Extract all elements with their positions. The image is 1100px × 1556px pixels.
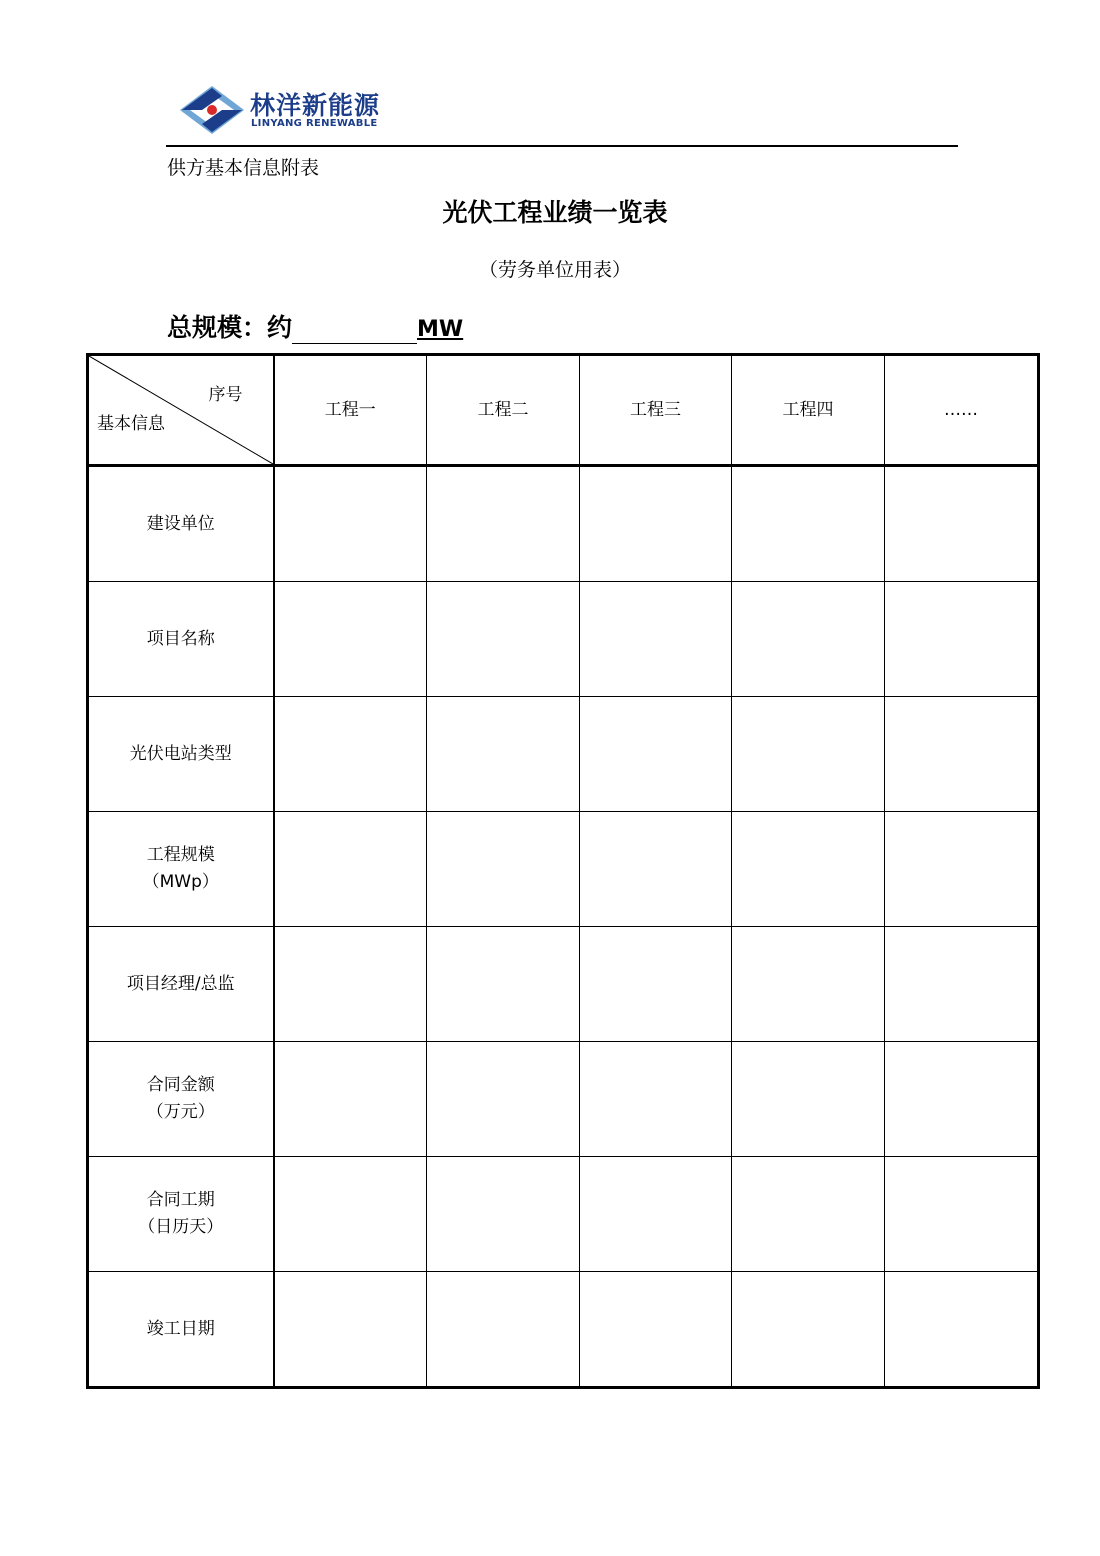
column-header: 工程二: [427, 355, 580, 466]
column-header: 工程四: [732, 355, 885, 466]
row-label: 合同工期: [146, 1190, 215, 1210]
data-cell[interactable]: [885, 466, 1039, 582]
data-cell[interactable]: [580, 466, 732, 582]
data-cell[interactable]: [732, 1272, 885, 1388]
data-cell[interactable]: [580, 697, 732, 812]
data-cell[interactable]: [732, 1157, 885, 1272]
table-row: [88, 582, 1039, 697]
row-note: （MWp）: [142, 872, 219, 892]
row-label-cell: [88, 466, 274, 582]
row-note: （万元）: [146, 1102, 215, 1122]
data-cell[interactable]: [427, 927, 580, 1042]
data-cell[interactable]: [274, 927, 427, 1042]
document-label: 供方基本信息附表: [167, 157, 320, 179]
row-label-cell: [88, 1272, 274, 1388]
data-cell[interactable]: [427, 697, 580, 812]
data-cell[interactable]: [274, 582, 427, 697]
row-label: 工程规模: [146, 845, 215, 865]
data-cell[interactable]: [732, 1042, 885, 1157]
data-cell[interactable]: [274, 697, 427, 812]
column-header: 工程一: [274, 355, 427, 466]
row-label-cell: [88, 812, 274, 927]
data-cell[interactable]: [732, 582, 885, 697]
data-cell[interactable]: [885, 812, 1039, 927]
row-note: （日历天）: [138, 1217, 224, 1237]
data-cell[interactable]: [274, 812, 427, 927]
table-row: [88, 812, 1039, 927]
page-subtitle: （劳务单位用表）: [478, 259, 631, 281]
row-label-cell: [88, 1042, 274, 1157]
data-cell[interactable]: [427, 1042, 580, 1157]
data-cell[interactable]: [732, 466, 885, 582]
data-cell[interactable]: [885, 927, 1039, 1042]
data-cell[interactable]: [427, 1157, 580, 1272]
total-scale-blank[interactable]: [292, 317, 417, 344]
table-row: [88, 697, 1039, 812]
table-row: [88, 466, 1039, 582]
page-title: 光伏工程业绩一览表: [442, 198, 668, 227]
data-cell[interactable]: [427, 1272, 580, 1388]
data-cell[interactable]: [580, 927, 732, 1042]
total-scale-unit: MW: [417, 317, 464, 342]
table-header-row: [88, 355, 1039, 466]
data-cell[interactable]: [580, 1042, 732, 1157]
table-row: [88, 1042, 1039, 1157]
data-cell[interactable]: [274, 1272, 427, 1388]
data-cell[interactable]: [885, 1042, 1039, 1157]
row-label: 竣工日期: [146, 1318, 215, 1339]
data-cell[interactable]: [732, 927, 885, 1042]
row-label: 项目名称: [146, 628, 215, 649]
table-row: [88, 1272, 1039, 1388]
data-cell[interactable]: [885, 582, 1039, 697]
row-label-cell: [88, 582, 274, 697]
data-cell[interactable]: [580, 582, 732, 697]
data-cell[interactable]: [732, 812, 885, 927]
data-cell[interactable]: [580, 1157, 732, 1272]
data-cell[interactable]: [274, 1157, 427, 1272]
data-cell[interactable]: [580, 812, 732, 927]
data-cell[interactable]: [274, 1042, 427, 1157]
corner-cell: [88, 355, 274, 466]
logo-subtitle: LINYANG RENEWABLE: [251, 118, 378, 129]
corner-label-serial: 序号: [208, 385, 243, 405]
table-row: [88, 1157, 1039, 1272]
table-row: [88, 927, 1039, 1042]
row-label: 建设单位: [146, 513, 215, 534]
row-label-cell: [88, 927, 274, 1042]
column-header: ……: [885, 355, 1039, 466]
company-logo: [178, 84, 418, 140]
row-label: 光伏电站类型: [129, 743, 232, 764]
corner-label-info: 基本信息: [97, 414, 165, 434]
data-cell[interactable]: [580, 1272, 732, 1388]
data-cell[interactable]: [885, 1272, 1039, 1388]
data-cell[interactable]: [427, 582, 580, 697]
data-cell[interactable]: [732, 697, 885, 812]
column-header: 工程三: [580, 355, 732, 466]
data-cell[interactable]: [427, 812, 580, 927]
diagonal-line: [89, 356, 273, 464]
data-cell[interactable]: [885, 1157, 1039, 1272]
total-scale-label: 总规模：约: [167, 313, 293, 342]
row-label: 项目经理/总监: [126, 973, 235, 994]
row-label: 合同金额: [146, 1075, 215, 1095]
header-divider: [166, 145, 958, 147]
logo-mark-icon: [178, 84, 246, 136]
data-cell[interactable]: [274, 466, 427, 582]
data-cell[interactable]: [885, 697, 1039, 812]
total-scale-line: [167, 308, 463, 344]
performance-table: [86, 353, 1040, 1389]
data-cell[interactable]: [427, 466, 580, 582]
row-label-cell: [88, 697, 274, 812]
logo-name: 林洋新能源: [250, 91, 381, 120]
row-label-cell: [88, 1157, 274, 1272]
